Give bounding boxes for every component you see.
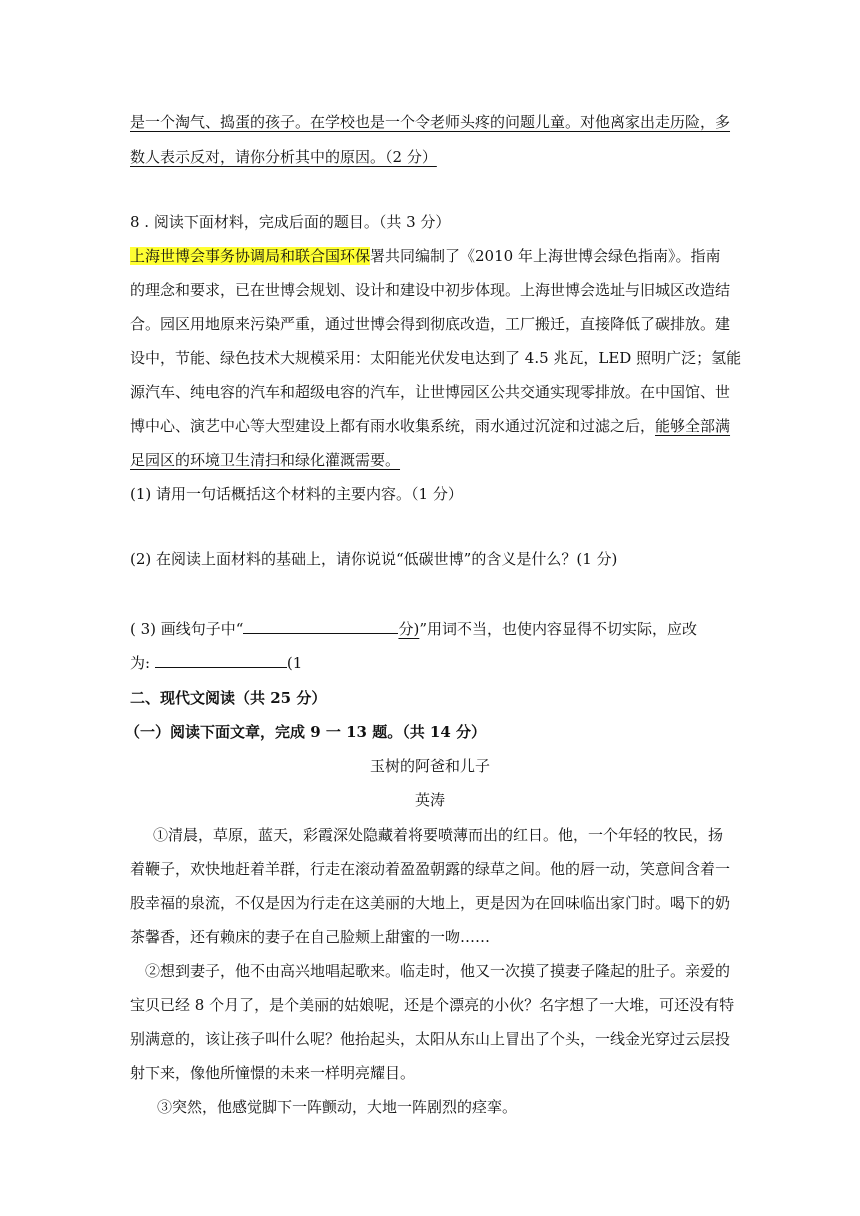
part-heading: （一）阅读下面文章，完成 9 一 13 题。（共 14 分） (125, 723, 487, 741)
section-heading: 二、现代文阅读（共 25 分） (130, 689, 327, 707)
underlined-sentence-line-2: 足园区的环境卫生清扫和绿化灌溉需要。 (130, 451, 401, 469)
q8-paragraph-line-5: 源汽车、纯电容的汽车和超级电容的汽车，让世博园区公共交通实现零排放。在中国馆、世 (130, 383, 731, 401)
q8-paragraph-line-1 (130, 245, 720, 267)
article-paragraph-2-line-4: 射下来，像他所憧憬的未来一样明亮耀目。 (130, 1064, 416, 1082)
sub3-suffix: ”用词不当，也使内容显得不切实际，应改 (419, 620, 697, 638)
sub3-line2-prefix: 为: (130, 654, 151, 672)
q8-paragraph-text: 博中心、演艺中心等大型建设上都有雨水收集系统，雨水通过沉淀和过滤之后， (130, 417, 656, 435)
highlighted-text: 上海世博会事务协调局和联合国环保 (130, 247, 371, 265)
article-paragraph-2-line-3: 别满意的，该让孩子叫什么呢？他抬起头，太阳从东山上冒出了个头，一线金光穿过云层投 (130, 1030, 731, 1048)
underlined-sentence: 能够全部满 (655, 417, 731, 435)
article-paragraph-2-line-1: ②想到妻子，他不由高兴地唱起歌来。临走时，他又一次摸了摸妻子隆起的肚子。亲爱的 (145, 962, 731, 980)
article-author: 英涛 (414, 791, 445, 809)
q8-subquestion-3-line-2 (130, 652, 302, 674)
q7-text-line-2: 数人表示反对，请你分析其中的原因。（2 分） (130, 148, 437, 166)
article-paragraph-2-line-2: 宝贝已经 8 个月了，是个美丽的姑娘呢，还是个漂亮的小伙？名字想了一大堆，可还没有特 (130, 996, 735, 1014)
q7-text-line-1: 是一个淘气、捣蛋的孩子。在学校也是一个令老师头疼的问题儿童。对他离家出走历险，多 (130, 113, 731, 131)
sub3-line2-suffix: (1 (286, 654, 303, 672)
article-paragraph-1-line-4: 茶馨香，还有赖床的妻子在自己脸颊上甜蜜的一吻…… (130, 928, 491, 946)
article-paragraph-1-line-2: 着鞭子，欢快地赶着羊群，行走在滚动着盈盈朝露的绿草之间。他的唇一动，笑意间含着一 (130, 860, 731, 878)
article-paragraph-1-line-3: 股幸福的泉流，不仅是因为行走在这美丽的大地上，更是因为在回味临出家门时。喝下的奶 (130, 894, 731, 912)
q8-subquestion-1: (1) 请用一句话概括这个材料的主要内容。（1 分） (130, 485, 463, 503)
q8-paragraph-line-4: 设中，节能、绿色技术大规模采用：太阳能光伏发电达到了 4.5 兆瓦，LED 照明广泛；氢能 (130, 349, 742, 367)
sub3-prefix: ( 3) 画线句子中“ (130, 620, 244, 638)
article-title: 玉树的阿爸和儿子 (369, 757, 490, 775)
sub3-score: 分) (398, 620, 420, 638)
q8-paragraph-line-3: 合。园区用地原来污染严重，通过世博会得到彻底改造，工厂搬迁，直接降低了碳排放。建 (130, 315, 731, 333)
q8-subquestion-2: (2) 在阅读上面材料的基础上，请你说说“低碳世博”的含义是什么？(1 分) (130, 550, 618, 568)
article-paragraph-3-line-1: ③突然，他感觉脚下一阵颤动，大地一阵剧烈的痉挛。 (157, 1098, 518, 1116)
q8-paragraph-text: 署共同编制了《2010 年上海世博会绿色指南》。指南 (370, 247, 721, 265)
q8-heading: 8 . 阅读下面材料，完成后面的题目。（共 3 分） (130, 213, 451, 231)
answer-blank (243, 619, 398, 634)
article-paragraph-1-line-1: ①清晨，草原，蓝天，彩霞深处隐藏着将要喷薄而出的红日。他，一个年轻的牧民，扬 (153, 826, 724, 844)
q8-paragraph-line-6 (130, 415, 730, 437)
q8-paragraph-line-2: 的理念和要求，已在世博会规划、设计和建设中初步体现。上海世博会选址与旧城区改造结 (130, 281, 731, 299)
q8-subquestion-3 (130, 618, 697, 640)
answer-blank (155, 653, 287, 668)
